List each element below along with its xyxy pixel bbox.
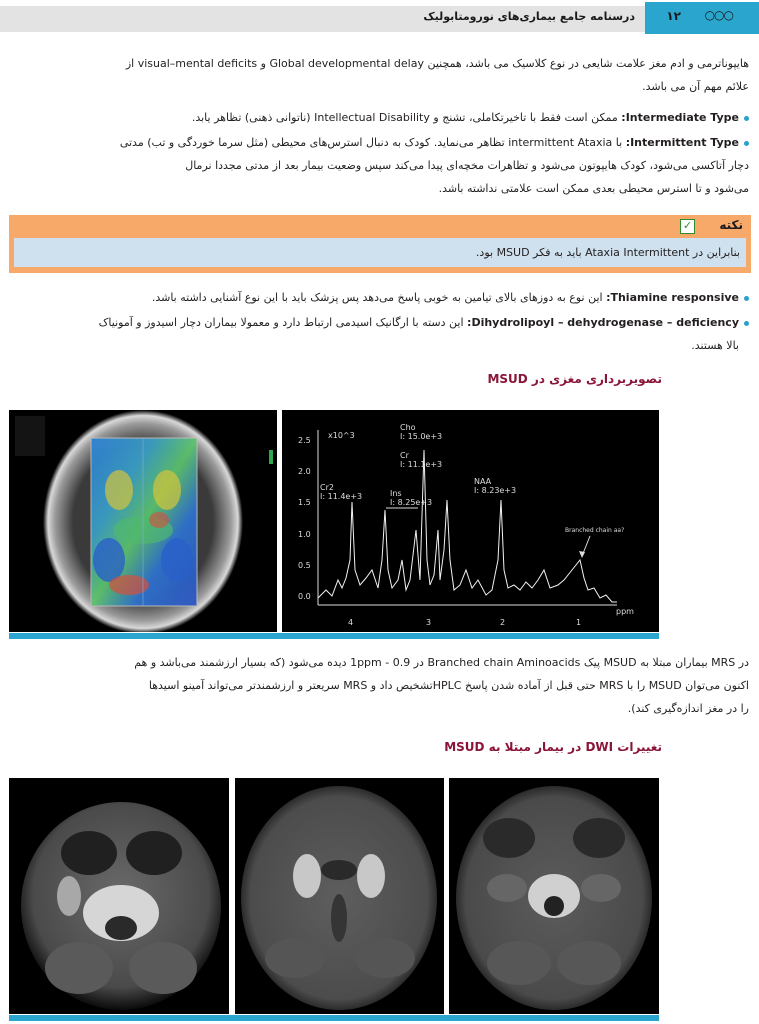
intermediate-text: ممکن است فقط با تاخیرتکاملی، تشنج و Intellectual Disability (ناتوانی ذهنی) تظاهر یابد. <box>191 111 618 124</box>
section-title-dwi: تغییرات DWI در بیمار مبتلا به MSUD <box>444 740 662 754</box>
dwi-image-2 <box>235 778 444 1014</box>
dihydro-label: Dihydrolipoyl – dehydrogenase – deficiency: <box>467 316 739 329</box>
mrs-line-2: اکنون می‌توان MSUD را با MRS حتی قبل از آماده شدن پاسخ HPLCتشخیص داد و MRS سریعتر و ارزشمندتر می‌تواند آمینو اسیدها <box>148 679 749 692</box>
check-icon: ✓ <box>680 219 695 234</box>
x-tick: 3 <box>426 618 432 627</box>
page-number: ۱۲ <box>666 9 681 23</box>
y-tick: 2.0 <box>298 467 311 476</box>
bullet-dot-icon <box>744 296 749 301</box>
dihydro-text: این دسته با ارگانیک اسیدمی ارتباط دارد و معمولا بیماران دچار اسیدوز و آمونیاک <box>98 316 464 329</box>
mrs-spectrum-chart <box>282 410 659 632</box>
peak-ins: Ins <box>390 489 402 498</box>
bullet-thiamine <box>9 286 749 309</box>
bullet-dot-icon <box>744 141 749 146</box>
mri-axial-image <box>9 410 277 632</box>
intermittent-line-1: با intermittent Ataxia تظاهر می‌نماید. کودک به دنبال استرس‌های محیطی (مثل سرما خوردگی و تب) مدتی <box>119 136 623 149</box>
intermittent-line-3: می‌شود و تا استرس محیطی بعدی ممکن است علامتی نداشته باشد. <box>438 182 749 195</box>
book-title: درسنامه جامع بیماری‌های نورومتابولیک <box>423 10 635 23</box>
y-tick: 1.0 <box>298 530 311 539</box>
peak-cho: Cho <box>400 423 416 432</box>
intro-line-2: علائم مهم آن می باشد. <box>642 80 749 93</box>
y-exponent: x10^3 <box>328 431 355 440</box>
bullet-intermediate <box>9 106 749 129</box>
x-tick: 1 <box>576 618 582 627</box>
dwi-image-1 <box>9 778 229 1014</box>
y-tick: 0.5 <box>298 561 311 570</box>
peak-cr2-value: I: 11.4e+3 <box>320 492 363 501</box>
bullet-dihydro <box>9 311 749 357</box>
y-tick: 2.5 <box>298 436 311 445</box>
peak-cr-value: I: 11.1e+3 <box>400 460 443 469</box>
mrs-paragraph <box>9 651 749 720</box>
note-body: بنابراین در Ataxia Intermittent باید به فکر MSUD بود. <box>14 238 746 267</box>
intro-paragraph <box>9 52 749 98</box>
header-tab <box>645 2 759 34</box>
peak-cr: Cr <box>400 451 409 460</box>
mrs-line-1: در MRS بیماران مبتلا به MSUD پیک Branched chain Aminoacids در 0.9 - 1ppm دیده می‌شود (که بسیار ارزشمند می‌باشد و هم <box>134 656 749 669</box>
mri-axial-drawing <box>9 410 277 632</box>
y-axis-ticks <box>298 436 311 601</box>
section-title-imaging: تصویربرداری مغزی در MSUD <box>487 372 662 386</box>
peak-cr2: Cr2 <box>320 483 334 492</box>
intermittent-line-2: دچار آتاکسی می‌شود، کودک هایپوتون می‌شود و تظاهرات مخچه‌ای پیدا می‌کند سپس وضعیت بیمار بعد از مدتی مجددا نرمال <box>185 159 749 172</box>
intermittent-label: Intermittent Type: <box>625 136 739 149</box>
dihydro-line-2: بالا هستند. <box>691 339 739 352</box>
figure-divider <box>9 633 659 639</box>
dwi-drawing-1 <box>9 778 229 1014</box>
note-title: نکته <box>719 218 743 232</box>
dwi-drawing-2 <box>235 778 444 1014</box>
header-dots-icon: ○○○ <box>704 8 733 22</box>
intro-line-1: هایپوناترمی و ادم مغز علامت شایعی در نوع کلاسیک می باشد، همچنین Global developmental delay و visual–mental deficits از <box>125 57 749 70</box>
mrs-spectrum <box>282 410 659 632</box>
dwi-drawing-3 <box>449 778 659 1014</box>
peak-naa: NAA <box>474 477 492 486</box>
thiamine-text: این نوع به دوزهای بالای تیامین به خوبی پاسخ می‌دهد پس پزشک باید با این نوع آشنایی داشته باشد. <box>151 291 603 304</box>
mrs-line-3: را در مغز اندازه‌گیری کند). <box>627 702 749 715</box>
page-header <box>0 0 759 40</box>
x-tick: 4 <box>348 618 354 627</box>
peak-ins-value: I: 8.25e+3 <box>390 498 433 507</box>
intermediate-label: Intermediate Type: <box>621 111 739 124</box>
bca-label: Branched chain aa? <box>565 527 625 534</box>
bullet-dot-icon <box>744 116 749 121</box>
bullet-dot-icon <box>744 321 749 326</box>
x-tick: 2 <box>500 618 506 627</box>
bullet-intermittent <box>9 131 749 200</box>
peak-cho-value: I: 15.0e+3 <box>400 432 443 441</box>
peak-naa-value: I: 8.23e+3 <box>474 486 517 495</box>
thiamine-label: Thiamine responsive: <box>606 291 739 304</box>
y-tick: 1.5 <box>298 498 311 507</box>
note-box <box>9 215 751 273</box>
x-axis-ticks <box>348 618 581 627</box>
figure-divider <box>9 1015 659 1021</box>
x-unit: ppm <box>616 607 634 616</box>
dwi-image-3 <box>449 778 659 1014</box>
y-tick: 0.0 <box>298 592 311 601</box>
